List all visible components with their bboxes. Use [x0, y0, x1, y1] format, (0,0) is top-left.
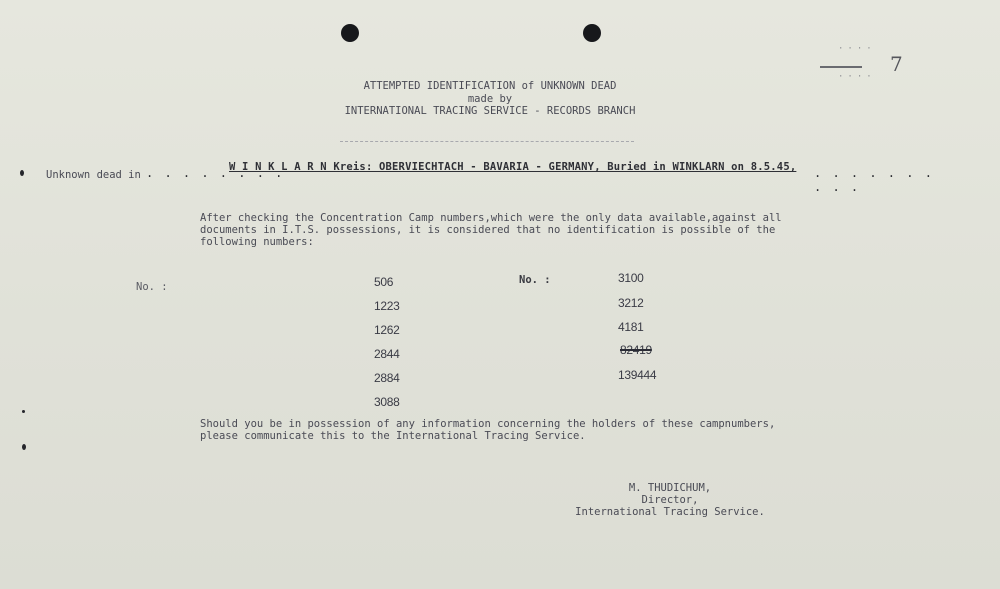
margin-mark [22, 410, 25, 413]
finding-paragraph [200, 212, 820, 248]
camp-number: 3100 [618, 271, 644, 285]
paragraph-line: documents in I.T.S. possessions, it is considered that no identification is possible of the [200, 224, 776, 236]
paragraph-line: following numbers: [200, 236, 314, 248]
margin-mark [22, 444, 26, 450]
numbers-label-left: No. : [136, 281, 168, 293]
header-made-by: made by [467, 93, 513, 105]
margin-mark [20, 170, 24, 176]
signatory-name: M. THUDICHUM, [628, 482, 712, 494]
request-paragraph [200, 418, 820, 442]
camp-number: 139444 [618, 368, 657, 382]
punch-hole-right [583, 24, 601, 42]
camp-number-struck: 82419 [620, 343, 652, 357]
burial-place: W I N K L A R N Kreis: OBERVIECHTACH - BAVARIA - GERMANY, Buried in WINKLARN on 8.5.45, [229, 161, 797, 173]
camp-number: 3212 [618, 296, 644, 310]
page-number-dash [820, 66, 862, 68]
header-title: ATTEMPTED IDENTIFICATION of UNKNOWN DEAD [363, 80, 617, 92]
unknown-dead-row [46, 161, 946, 194]
paragraph-line: Should you be in possession of any information concerning the holders of these campnumbers, [200, 418, 776, 430]
numbers-label-right: No. : [519, 274, 551, 286]
camp-number: 2844 [374, 347, 400, 361]
signatory-title: Director, [641, 494, 699, 506]
paragraph-line: please communicate this to the International Tracing Service. [200, 430, 586, 442]
camp-number: 2884 [374, 371, 400, 385]
camp-number: 506 [374, 275, 394, 289]
signatory-organization: International Tracing Service. [575, 506, 765, 518]
camp-number: 3088 [374, 395, 400, 409]
dot-leader-right: . . . . . . . . . . [814, 166, 934, 194]
dot-leader-left: . . . . . . . . [146, 166, 285, 180]
camp-number: 1223 [374, 299, 400, 313]
camp-number: 4181 [618, 320, 644, 334]
header-divider [340, 141, 634, 142]
page-dots-top: ···· [838, 44, 876, 54]
camp-number: 1262 [374, 323, 400, 337]
paragraph-line: After checking the Concentration Camp numbers,which were the only data available,against all [200, 212, 782, 224]
page-number: 7 [890, 52, 903, 76]
header-organization: INTERNATIONAL TRACING SERVICE - RECORDS BRANCH [344, 105, 636, 117]
page-dots-bottom: ···· [838, 72, 876, 82]
punch-hole-left [341, 24, 359, 42]
unknown-dead-label: Unknown dead in [46, 169, 141, 181]
